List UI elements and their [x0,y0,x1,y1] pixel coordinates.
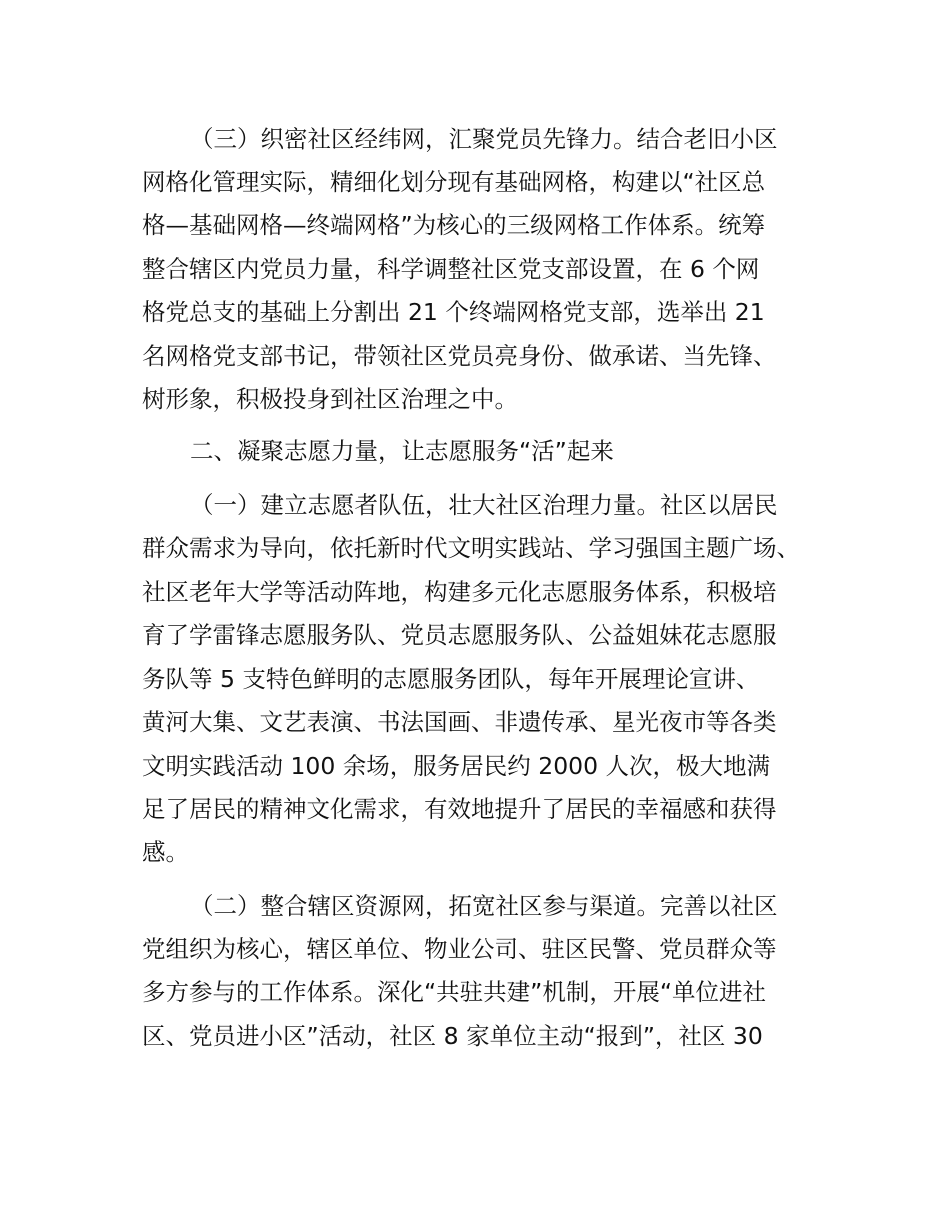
text-line: 多方参与的工作体系。深化“共驻共建”机制，开展“单位进社 [142,978,767,1006]
text-line: 足了居民的精神文化需求，有效地提升了居民的幸福感和获得 [142,795,777,823]
text-line: （一）建立志愿者队伍，壮大社区治理力量。社区以居民 [190,491,778,519]
text-line: 名网格党支部书记，带领社区党员亮身份、做承诺、当先锋、 [142,342,777,370]
text-line: 树形象，积极投身到社区治理之中。 [142,385,518,413]
text-line: 社区老年大学等活动阵地，构建多元化志愿服务体系，积极培 [142,578,777,606]
text-line: 格—基础网格—终端网格”为核心的三级网格工作体系。统筹 [142,211,766,239]
text-line: 育了学雷锋志愿服务队、党员志愿服务队、公益姐妹花志愿服 [142,621,777,649]
text-line: （三）织密社区经纬网，汇聚党员先锋力。结合老旧小区 [190,125,778,153]
text-line: 网格化管理实际，精细化划分现有基础网格，构建以“社区总 [142,168,766,196]
text-line: 党组织为核心，辖区单位、物业公司、驻区民警、党员群众等 [142,935,777,963]
text-line: 文明实践活动 100 余场，服务居民约 2000 人次，极大地满 [142,752,771,780]
text-line: 群众需求为导向，依托新时代文明实践站、学习强国主题广场、 [142,534,800,562]
text-line: 格党总支的基础上分割出 21 个终端网格党支部，选举出 21 [142,298,765,326]
text-line: （二）整合辖区资源网，拓宽社区参与渠道。完善以社区 [190,892,778,920]
section-heading: 二、凝聚志愿力量，让志愿服务“活”起来 [190,437,614,465]
text-line: 整合辖区内党员力量，科学调整社区党支部设置，在 6 个网 [142,255,760,283]
text-line: 黄河大集、文艺表演、书法国画、非遗传承、星光夜市等各类 [142,708,777,736]
text-line: 感。 [142,838,189,866]
text-line: 务队等 5 支特色鲜明的志愿服务团队，每年开展理论宣讲、 [142,665,760,693]
text-line: 区、党员进小区”活动，社区 8 家单位主动“报到”，社区 30 [142,1022,763,1050]
